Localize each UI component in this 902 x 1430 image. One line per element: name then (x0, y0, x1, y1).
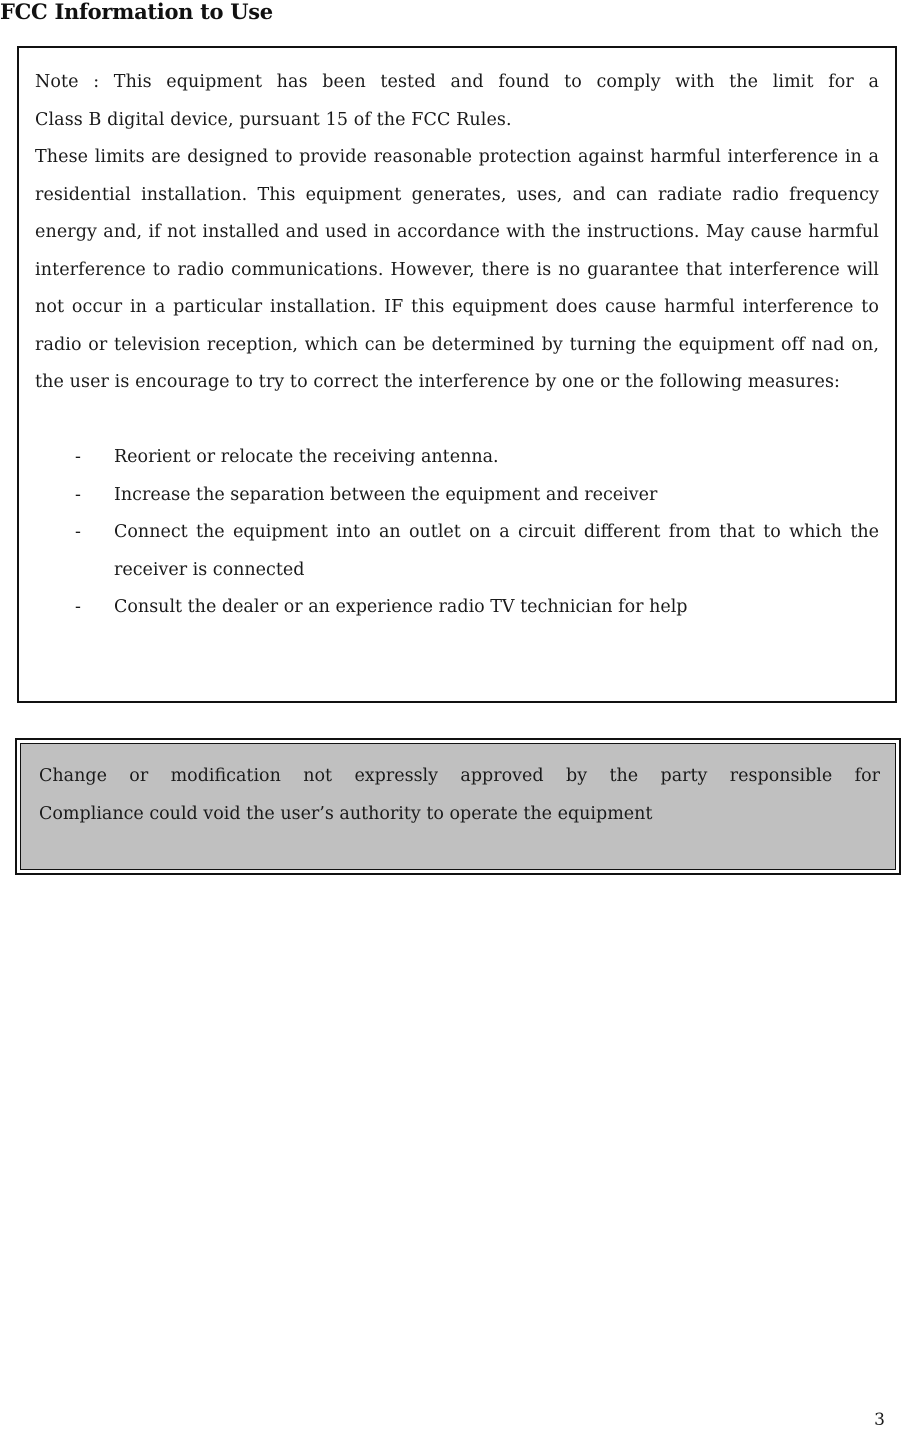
warning-box (15, 738, 901, 875)
measure-text: Connect the equipment into an outlet on a circuit different from that to which the receiver is connected (114, 522, 879, 580)
measure-text: Increase the separation between the equipment and receiver (114, 484, 658, 505)
measure-text: Consult the dealer or an experience radio TV technician for help (114, 597, 688, 617)
spacer (35, 402, 879, 440)
measures-list (35, 439, 879, 627)
warning-line-1: Change or modification not expressly approved by the party responsible for (39, 766, 880, 786)
measure-text: Reorient or relocate the receiving antenna. (114, 447, 499, 467)
list-item (35, 514, 879, 589)
dash-bullet: - (75, 522, 81, 542)
note-paragraph: These limits are designed to provide reasonable protection against harmful interference in a residential installation. This equipment generates, uses, and can radiate radio frequency energy and, if not installed and used in accordance with the instructions. May cause harmful interference to radio communications. However, there is no guarantee that interference will not occur in a particular installation. IF this equipment does cause harmful interference to radio or television reception, which can be determined by turning the equipment off nad on, the user is encourage to try to correct the interference by one or the following measures: (35, 147, 879, 392)
note-statement-line-2: Class B digital device, pursuant 15 of the FCC Rules. (35, 109, 512, 130)
dash-bullet: - (75, 484, 81, 505)
page-number: 3 (874, 1410, 885, 1430)
page-title: FCC Information to Use (0, 0, 273, 24)
warning-line-2: Compliance could void the user’s authority to operate the equipment (39, 803, 653, 824)
list-item (35, 439, 879, 477)
fcc-note-box (17, 46, 897, 703)
list-item (35, 589, 879, 627)
list-item (35, 477, 879, 515)
dash-bullet: - (75, 597, 81, 617)
dash-bullet: - (75, 447, 81, 467)
warning-box-inner (20, 743, 896, 870)
note-statement-line-1: Note : This equipment has been tested and found to comply with the limit for a (35, 72, 879, 92)
